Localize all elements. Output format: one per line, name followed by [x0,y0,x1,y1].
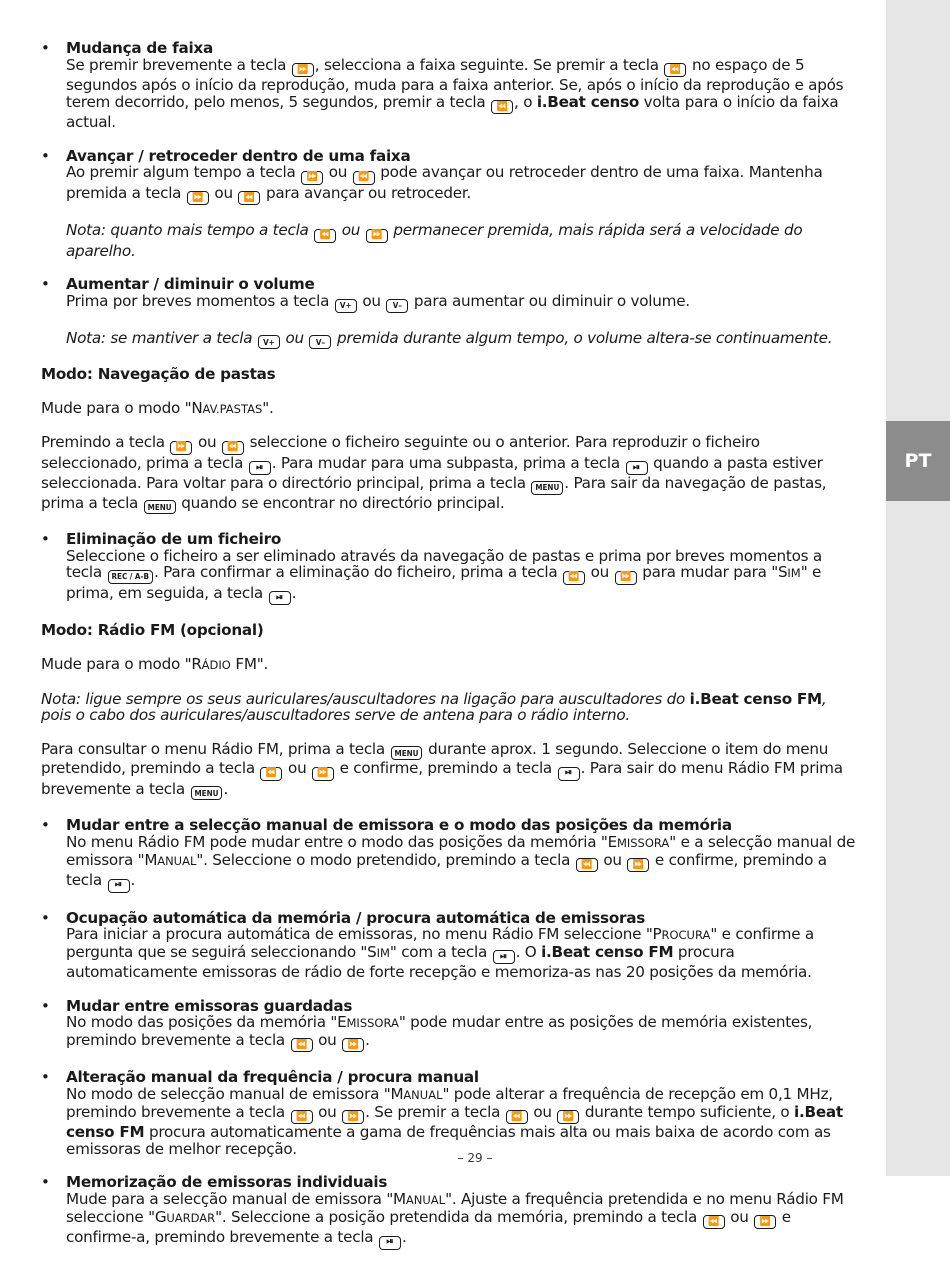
bullet-text: No modo das posições da memória "EMISSORA" pode mudar entre as posições de memória existentes, premindo brevemente a tecla ⏪ ou ⏩ . [66,1014,856,1052]
bullet-volume [41,276,856,349]
bullet-text: Prima por breves momentos a tecla V+ ou V– para aumentar ou diminuir o volume. [66,293,856,313]
bullet-title: • Eliminação de um ficheiro [66,530,282,549]
fast-forward-key-icon: ⏩ [312,767,334,781]
menu-key-icon: MENU [144,500,176,514]
bullet-text: No menu Rádio FM pode mudar entre o modo das posições da memória "EMISSORA" e a selecção manual de emissora "MANUAL". Seleccione o modo pretendido, premindo a tecla ⏪ ou ⏩ e confirme, premindo a tecla ⏯ . [66,834,856,893]
brand-name: i.Beat censo [536,92,640,111]
paragraph-folder-nav: Premindo a tecla ⏩ ou ⏪ seleccione o ficheiro seguinte ou o anterior. Para reproduzir o ficheiro seleccionado, prima a tecla ⏯ . Para mudar para uma subpasta, prima a tecla ⏯ quando a pasta estiver seleccionada. Para voltar para o directório principal, prima a tecla MENU . Para sair da navegação de pastas, prima a tecla MENU quando se encontrar no directório principal. [41,434,856,514]
rewind-key-icon: ⏪ [491,100,513,114]
bullet-title: • Avançar / retroceder dentro de uma faixa [66,146,411,165]
bullet-title: • Mudança de faixa [66,39,213,57]
volume-down-key-icon: V– [386,299,408,313]
paragraph-fm-menu: Para consultar o menu Rádio FM, prima a tecla MENU durante aprox. 1 segundo. Seleccione o item do menu pretendido, premindo a tecla ⏪ ou ⏩ e confirme, premindo a tecla ⏯ . Para sair do menu Rádio FM prima brevemente a tecla MENU . [41,741,856,801]
fast-forward-key-icon: ⏩ [187,191,209,205]
bullet-auto-scan [41,910,856,981]
menu-key-icon: MENU [191,786,223,800]
fast-forward-key-icon: ⏩ [170,441,192,455]
fast-forward-key-icon: ⏩ [342,1038,364,1052]
fast-forward-key-icon: ⏩ [366,229,388,243]
rewind-key-icon: ⏪ [291,1110,313,1124]
fast-forward-key-icon: ⏩ [301,171,323,185]
bullet-track-change [41,40,856,131]
note-text: Nota: quanto mais tempo a tecla ⏪ ou ⏩ permanecer premida, mais rápida será a velocidade do aparelho. [66,221,803,260]
bullet-text: No modo de selecção manual de emissora "MANUAL" pode alterar a frequência de recepção em 0,1 MHz, premindo brevemente a tecla ⏪ ou ⏩ . Se premir a tecla ⏪ ou ⏩ durante tempo suficiente, o i.Beat censo FM procura automaticamente a gama de frequências mais alta ou mais baixa de acordo com as emissoras de melhor recepção. [66,1085,843,1158]
fast-forward-key-icon: ⏩ [615,571,637,585]
bullet-title: • Mudar entre emissoras guardadas [66,996,353,1015]
bullet-manual-tuning [41,1069,856,1157]
volume-down-key-icon: V– [309,335,331,349]
play-pause-key-icon: ⏯ [558,767,580,781]
play-pause-key-icon: ⏯ [493,950,515,964]
fast-forward-key-icon: ⏩ [292,63,314,77]
bullet-title: • Alteração manual da frequência / procura manual [66,1068,479,1087]
rewind-key-icon: ⏪ [703,1215,725,1229]
fast-forward-key-icon: ⏩ [754,1215,776,1229]
menu-key-icon: MENU [531,481,563,495]
rewind-key-icon: ⏪ [291,1038,313,1052]
rewind-key-icon: ⏪ [238,191,260,205]
brand-name: i.Beat censo FM [689,689,822,708]
page-number: – 29 – [457,1151,493,1165]
bullet-stored-stations [41,998,856,1053]
rewind-key-icon: ⏪ [353,171,375,185]
bullet-title: • Ocupação automática da memória / procura automática de emissoras [66,908,646,927]
bullet-text: Para iniciar a procura automática de emissoras, no menu Rádio FM seleccione "PROCURA" e confirme a pergunta que se seguirá seleccionando "SIM" com a tecla ⏯ . O i.Beat censo FM procura automaticamente emissoras de rádio de forte recepção e memoriza-as nas 20 posições da memória. [66,925,814,982]
play-pause-key-icon: ⏯ [626,461,648,475]
brand-name: i.Beat censo FM [66,1102,843,1142]
rewind-key-icon: ⏪ [664,63,686,77]
rewind-key-icon: ⏪ [314,229,336,243]
bullet-delete-file [41,531,856,605]
brand-name: i.Beat censo FM [541,942,674,961]
fast-forward-key-icon: ⏩ [342,1110,364,1124]
rewind-key-icon: ⏪ [222,441,244,455]
volume-up-key-icon: V+ [258,335,280,349]
paragraph-folder-mode: Mude para o modo "NAV.PASTAS". [41,398,274,417]
bullet-title: • Aumentar / diminuir o volume [66,275,315,294]
bullet-store-station [41,1174,856,1249]
bullet-text: Ao premir algum tempo a tecla ⏩ ou ⏪ pode avançar ou retroceder dentro de uma faixa. Mantenha premida a tecla ⏩ ou ⏪ para avançar ou retroceder. [66,164,856,205]
bullet-text: Mude para a selecção manual de emissora "MANUAL". Ajuste a frequência pretendida e no menu Rádio FM seleccione "GUARDAR". Seleccione a posição pretendida da memória, premindo a tecla ⏪ ou ⏩ e confirme-a, premindo brevemente a tecla ⏯ . [66,1191,856,1250]
language-tab-label: PT [904,450,932,472]
play-pause-key-icon: ⏯ [379,1236,401,1250]
rewind-key-icon: ⏪ [506,1110,528,1124]
side-margin-bar [886,0,950,1176]
paragraph-fm-mode: Mude para o modo "RÁDIO FM". [41,655,269,674]
bullet-seek [41,148,856,260]
bullet-title: • Memorização de emissoras individuais [66,1173,388,1192]
play-pause-key-icon: ⏯ [249,461,271,475]
fast-forward-key-icon: ⏩ [627,858,649,872]
volume-up-key-icon: V+ [335,299,357,313]
note-antenna: Nota: ligue sempre os seus auriculares/auscultadores na ligação para auscultadores do i.Beat censo FM, pois o cabo dos auriculares/auscultadores serve de antena para o rádio interno. [41,689,827,725]
bullet-switch-mode [41,817,856,892]
menu-key-icon: MENU [391,746,423,760]
rewind-key-icon: ⏪ [260,767,282,781]
note-text: Nota: se mantiver a tecla V+ ou V– premida durante algum tempo, o volume altera-se continuamente. [66,330,856,350]
rewind-key-icon: ⏪ [563,571,585,585]
fast-forward-key-icon: ⏩ [557,1110,579,1124]
bullet-text: Se premir brevemente a tecla ⏩ , selecciona a faixa seguinte. Se premir a tecla ⏪ no espaço de 5 segundos após o início da reprodução, muda para a faixa anterior. Se, após o início da reprodução e após terem decorrido, pelo menos, 5 segundos, premir a tecla ⏪ , o i.Beat censo volta para o início da faixa actual. [66,55,844,132]
play-pause-key-icon: ⏯ [269,591,291,605]
rec-ab-key-icon: REC / A-B [108,570,153,584]
bullet-text: Seleccione o ficheiro a ser eliminado através da navegação de pastas e prima por breves momentos a tecla REC / A-B . Para confirmar a eliminação do ficheiro, prima a tecla ⏪ ou ⏩ para mudar para "SIM" e prima, em seguida, a tecla ⏯ . [66,548,856,606]
section-heading-folder-nav: Modo: Navegação de pastas [41,365,276,384]
rewind-key-icon: ⏪ [576,858,598,872]
language-tab [886,421,950,501]
play-pause-key-icon: ⏯ [108,879,130,893]
bullet-title: • Mudar entre a selecção manual de emissora e o modo das posições da memória [66,816,732,835]
manual-content [41,40,856,1267]
section-heading-fm-radio: Modo: Rádio FM (opcional) [41,621,264,640]
